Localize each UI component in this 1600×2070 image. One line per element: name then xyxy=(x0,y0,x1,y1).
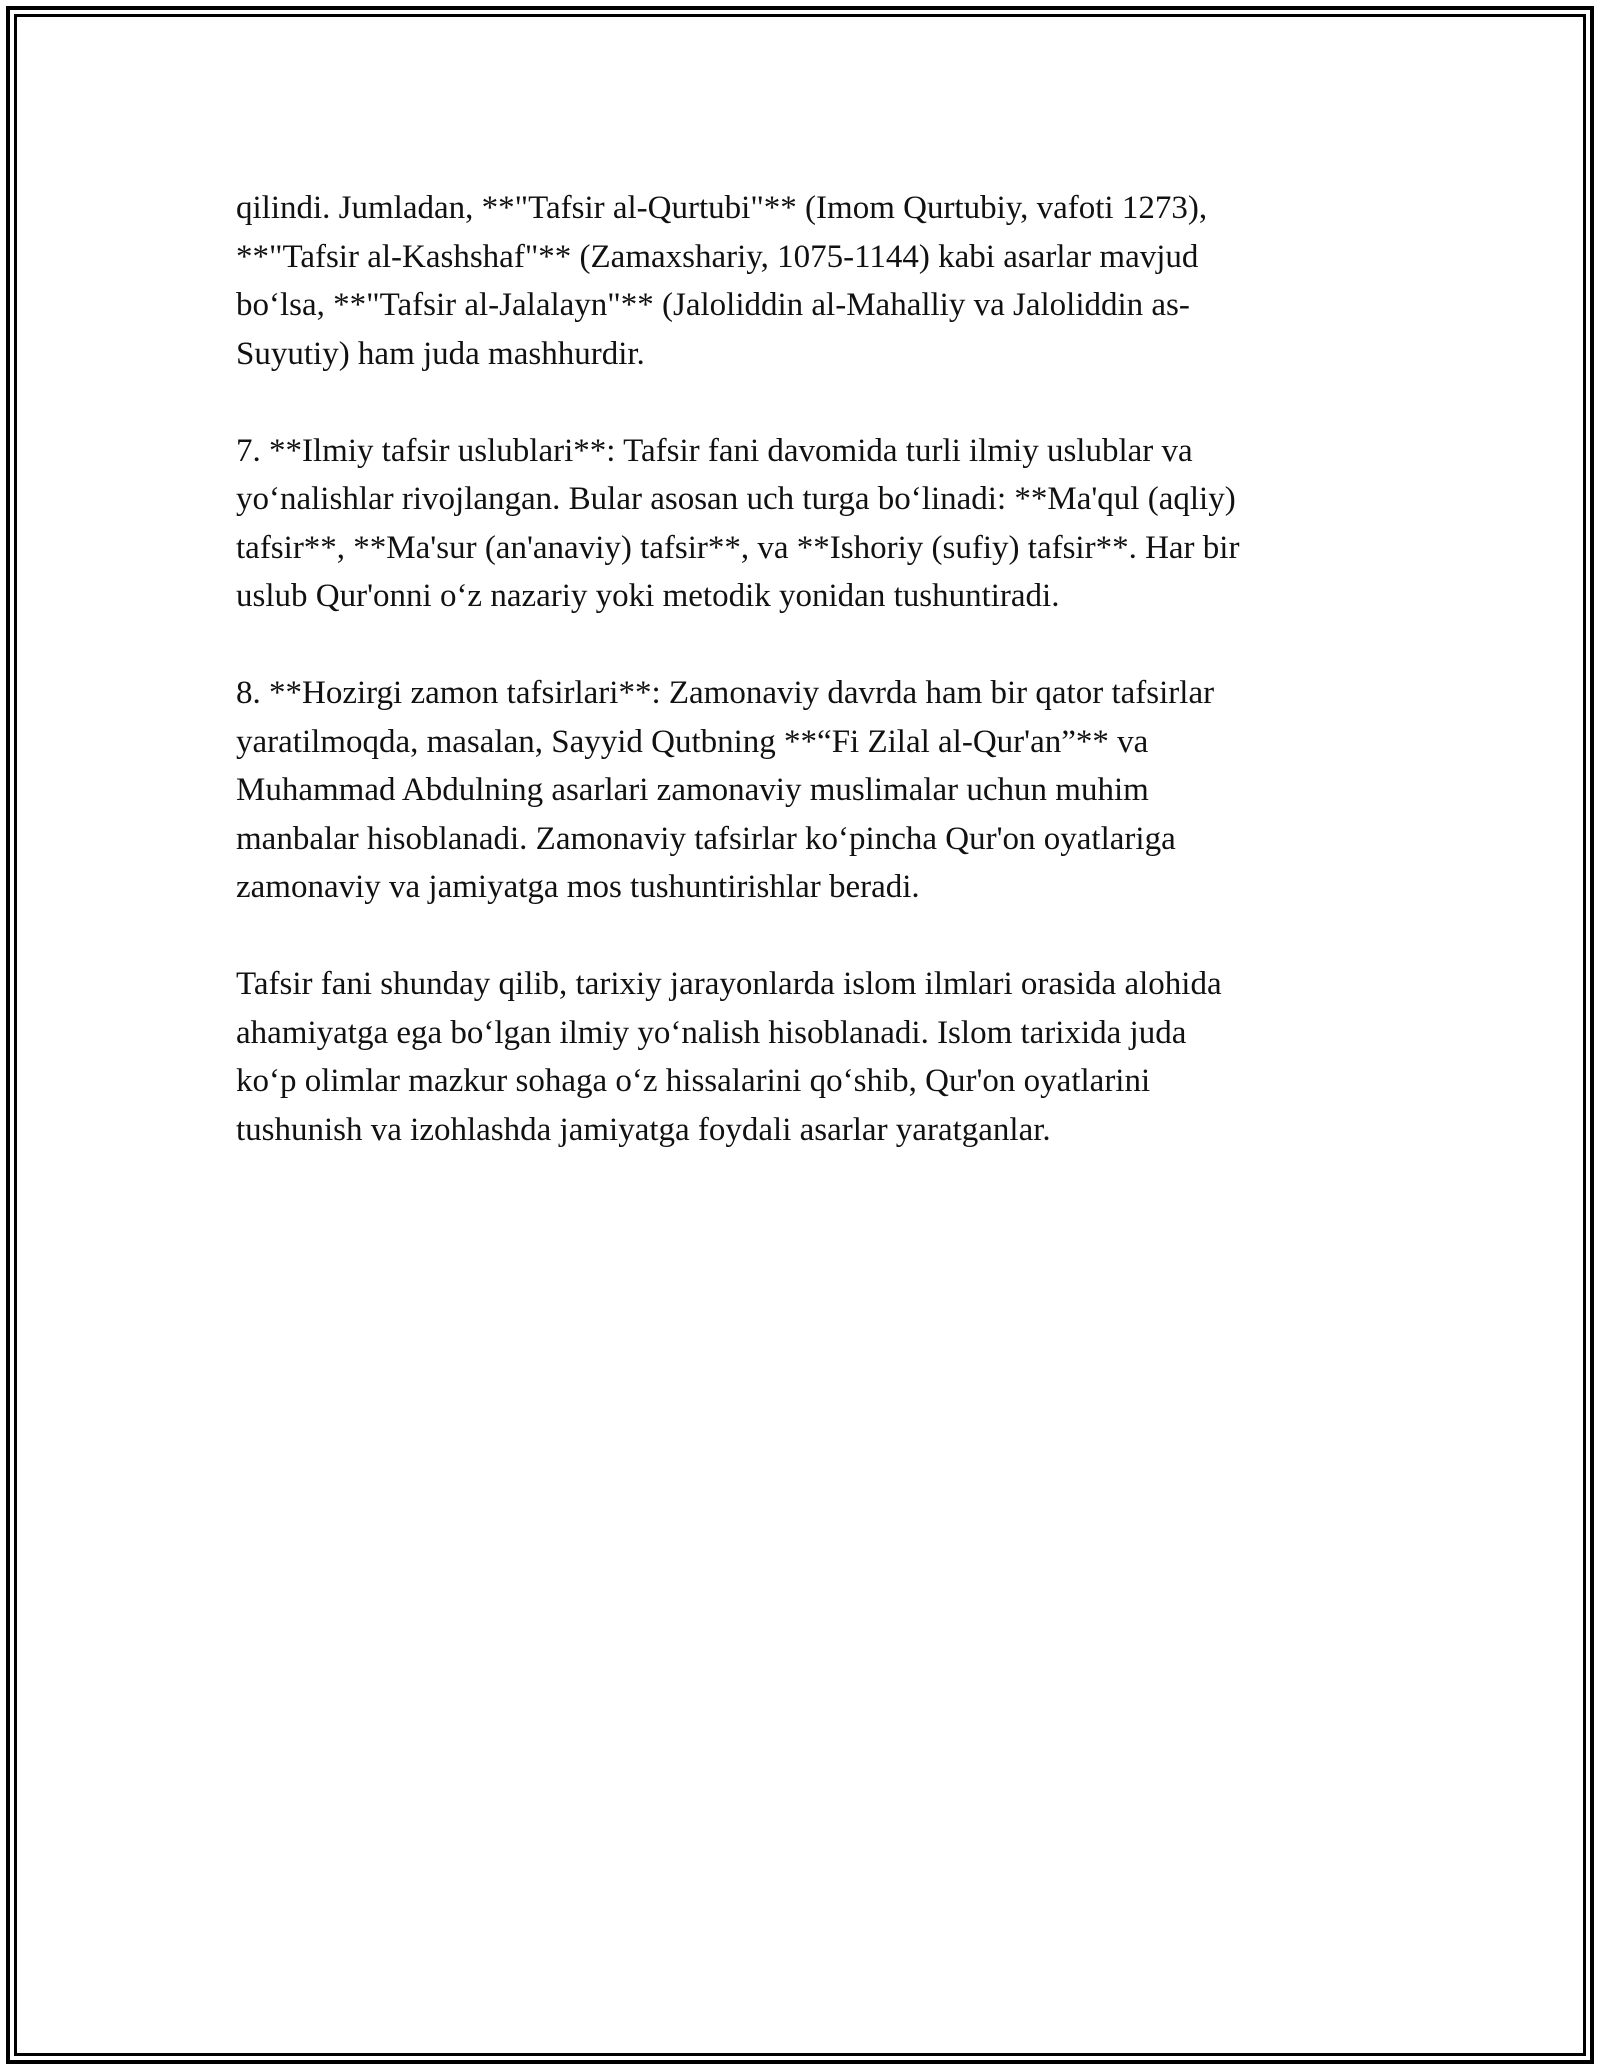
text-line: ahamiyatga ega bo‘lgan ilmiy yo‘nalish hisoblanadi. Islom tarixida juda xyxy=(236,1014,1187,1051)
text-line: tushunish va izohlashda jamiyatga foydali asarlar yaratganlar. xyxy=(236,1111,1051,1148)
paragraph-conclusion xyxy=(236,960,1366,1154)
paragraph-tafsir-works xyxy=(236,184,1366,378)
paragraph-item-7 xyxy=(236,427,1366,621)
text-line: bo‘lsa, **"Tafsir al-Jalalayn"** (Jaloliddin al-Mahalliy va Jaloliddin as- xyxy=(236,287,1190,323)
text-line: ko‘p olimlar mazkur sohaga o‘z hissalarini qo‘shib, Qur'on oyatlarini xyxy=(236,1063,1151,1099)
text-line: qilindi. Jumladan, **"Tafsir al-Qurtubi"** (Imom Qurtubiy, vafoti 1273), xyxy=(236,190,1208,226)
text-line: manbalar hisoblanadi. Zamonaviy tafsirlar ko‘pincha Qur'on oyatlariga xyxy=(236,820,1176,857)
text-line: tafsir**, **Ma'sur (an'anaviy) tafsir**, va **Ishoriy (sufiy) tafsir**. Har bir xyxy=(236,529,1240,566)
text-line: yaratilmoqda, masalan, Sayyid Qutbning **“Fi Zilal al-Qur'an”** va xyxy=(236,723,1149,760)
text-line: yo‘nalishlar rivojlangan. Bular asosan uch turga bo‘linadi: **Ma'qul (aqliy) xyxy=(236,481,1236,517)
paragraph-item-8 xyxy=(236,669,1366,912)
text-line: Muhammad Abdulning asarlari zamonaviy muslimalar uchun muhim xyxy=(236,772,1149,808)
text-line: Suyutiy) ham juda mashhurdir. xyxy=(236,335,645,372)
text-line: 8. **Hozirgi zamon tafsirlari**: Zamonaviy davrda ham bir qator tafsirlar xyxy=(236,675,1215,711)
text-line: Tafsir fani shunday qilib, tarixiy jarayonlarda islom ilmlari orasida alohida xyxy=(236,966,1222,1002)
document-body xyxy=(236,184,1366,1203)
text-line: **"Tafsir al-Kashshaf"** (Zamaxshariy, 1075-1144) kabi asarlar mavjud xyxy=(236,238,1199,275)
text-line: uslub Qur'onni o‘z nazariy yoki metodik yonidan tushuntiradi. xyxy=(236,578,1060,614)
text-line: 7. **Ilmiy tafsir uslublari**: Tafsir fani davomida turli ilmiy uslublar va xyxy=(236,432,1193,469)
text-line: zamonaviy va jamiyatga mos tushuntirishlar beradi. xyxy=(236,869,920,905)
